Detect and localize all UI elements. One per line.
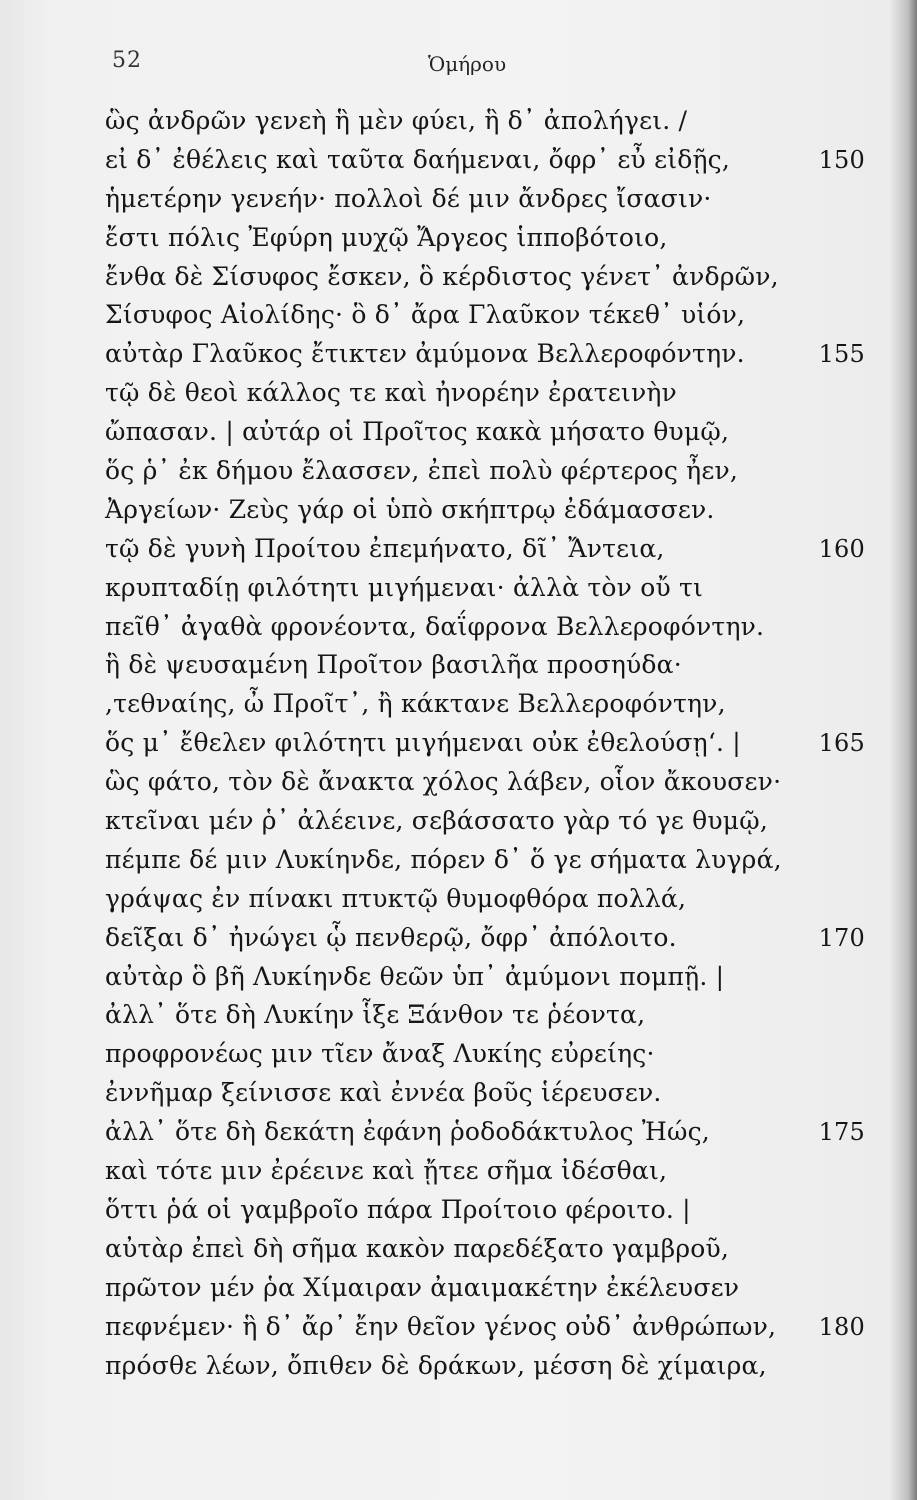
verse-text: ἣ δὲ ψευσαμένη Προῖτον βασιλῆα προσηύδα· <box>105 650 682 680</box>
verse-line <box>105 413 865 452</box>
verse-text: αὐτὰρ ὃ βῆ Λυκίηνδε θεῶν ὑπ᾽ ἀμύμονι πομπῇ. | <box>105 961 725 991</box>
verse-line <box>105 258 865 297</box>
verse-line <box>105 530 865 569</box>
verse-line <box>105 763 865 802</box>
running-head: Ὁμήρου <box>428 52 507 76</box>
verse-line <box>105 996 865 1035</box>
verse-line <box>105 841 865 880</box>
verse-text: ἔνθα δὲ Σίσυφος ἔσκεν, ὃ κέρδιστος γένετ᾽ ἀνδρῶν, <box>105 261 779 291</box>
line-number: 165 <box>818 729 865 758</box>
verse-text: πρόσθε λέων, ὄπιθεν δὲ δράκων, μέσση δὲ χίμαιρα, <box>105 1350 767 1380</box>
verse-line <box>105 1347 865 1386</box>
verse-line <box>105 141 865 180</box>
verse-text: ὣς ἀνδρῶν γενεὴ ἣ μὲν φύει, ἣ δ᾽ ἀπολήγει. / <box>105 106 688 135</box>
verse-text: κρυπταδίῃ φιλότητι μιγήμεναι· ἀλλὰ τὸν οὔ τι <box>105 572 704 602</box>
verse-line <box>105 685 865 724</box>
verse-text: ἡμετέρην γενεήν· πολλοὶ δέ μιν ἄνδρες ἴσασιν· <box>105 183 712 213</box>
verse-block <box>105 102 865 1385</box>
verse-text: κτεῖναι μέν ῥ᾽ ἀλέεινε, σεβάσσατο γὰρ τό γε θυμῷ, <box>105 806 768 836</box>
verse-line <box>105 1113 865 1152</box>
verse-line <box>105 296 865 335</box>
verse-line <box>105 608 865 647</box>
verse-line <box>105 1269 865 1308</box>
verse-text: ἐννῆμαρ ξείνισσε καὶ ἐννέα βοῦς ἱέρευσεν. <box>105 1078 662 1108</box>
line-number: 180 <box>818 1312 865 1341</box>
verse-line <box>105 919 865 958</box>
verse-line <box>105 569 865 608</box>
verse-text: ὅς μ᾽ ἔθελεν φιλότητι μιγήμεναι οὐκ ἐθελούσῃ‘. | <box>105 728 741 758</box>
verse-text: τῷ δὲ γυνὴ Προίτου ἐπεμήνατο, δῖ᾽ Ἄντεια, <box>105 533 665 563</box>
verse-line <box>105 880 865 919</box>
verse-text: δεῖξαι δ᾽ ἠνώγει ᾧ πενθερῷ, ὄφρ᾽ ἀπόλοιτο. <box>105 922 677 952</box>
verse-line <box>105 102 865 141</box>
verse-text: τῷ δὲ θεοὶ κάλλος τε καὶ ἠνορέην ἐρατεινὴν <box>105 378 677 408</box>
verse-line <box>105 374 865 413</box>
verse-text: προφρονέως μιν τῖεν ἄναξ Λυκίης εὐρείης· <box>105 1039 655 1069</box>
line-number: 160 <box>818 534 865 563</box>
verse-line <box>105 452 865 491</box>
verse-text: ὤπασαν. | αὐτάρ οἱ Προῖτος κακὰ μήσατο θυμῷ, <box>105 417 730 447</box>
verse-text: πέμπε δέ μιν Λυκίηνδε, πόρεν δ᾽ ὅ γε σήματα λυγρά, <box>105 844 782 874</box>
page-header <box>0 40 917 80</box>
verse-text: αὐτὰρ ἐπεὶ δὴ σῆμα κακὸν παρεδέξατο γαμβροῦ, <box>105 1233 730 1263</box>
verse-line <box>105 1191 865 1230</box>
verse-text: καὶ τότε μιν ἐρέεινε καὶ ᾔτεε σῆμα ἰδέσθαι, <box>105 1156 668 1186</box>
verse-line <box>105 335 865 374</box>
verse-text: ἀλλ᾽ ὅτε δὴ δεκάτη ἐφάνη ῥοδοδάκτυλος Ἠώς, <box>105 1117 710 1147</box>
verse-line <box>105 1152 865 1191</box>
verse-line <box>105 1074 865 1113</box>
verse-text: ὣς φάτο, τὸν δὲ ἄνακτα χόλος λάβεν, οἷον ἄκουσεν· <box>105 767 782 797</box>
verse-text: αὐτὰρ Γλαῦκος ἔτικτεν ἀμύμονα Βελλεροφόντην. <box>105 339 745 369</box>
line-number: 170 <box>818 923 865 952</box>
verse-line <box>105 219 865 258</box>
line-number: 155 <box>818 340 865 369</box>
verse-line <box>105 1308 865 1347</box>
verse-line <box>105 1035 865 1074</box>
verse-text: ἀλλ᾽ ὅτε δὴ Λυκίην ἷξε Ξάνθον τε ῥέοντα, <box>105 1000 646 1030</box>
verse-text: ὅττι ῥά οἱ γαμβροῖο πάρα Προίτοιο φέροιτο. | <box>105 1194 691 1224</box>
verse-line <box>105 491 865 530</box>
verse-text: γράψας ἐν πίνακι πτυκτῷ θυμοφθόρα πολλά, <box>105 883 687 913</box>
verse-text: πρῶτον μέν ῥα Χίμαιραν ἀμαιμακέτην ἐκέλευσεν <box>105 1272 740 1302</box>
line-number: 175 <box>818 1118 865 1147</box>
verse-text: ,τεθναίης, ὦ Προῖτ᾽, ἢ κάκτανε Βελλεροφόντην, <box>105 689 726 719</box>
verse-text: πεῖθ᾽ ἀγαθὰ φρονέοντα, δαΐφρονα Βελλεροφόντην. <box>105 611 765 641</box>
verse-line <box>105 724 865 763</box>
verse-line <box>105 958 865 997</box>
verse-line <box>105 646 865 685</box>
verse-line <box>105 1230 865 1269</box>
verse-text: Ἀργείων· Ζεὺς γάρ οἱ ὑπὸ σκήπτρῳ ἐδάμασσεν. <box>105 494 715 524</box>
verse-line <box>105 180 865 219</box>
verse-text: ὅς ῥ᾽ ἐκ δήμου ἔλασσεν, ἐπεὶ πολὺ φέρτερος ἦεν, <box>105 456 739 486</box>
verse-text: ἔστι πόλις Ἐφύρη μυχῷ Ἄργεος ἱπποβότοιο, <box>105 222 668 252</box>
page-number: 52 <box>112 48 142 73</box>
verse-text: πεφνέμεν· ἣ δ᾽ ἄρ᾽ ἔην θεῖον γένος οὐδ᾽ ἀνθρώπων, <box>105 1311 777 1341</box>
verse-text: Σίσυφος Αἰολίδης· ὃ δ᾽ ἄρα Γλαῦκον τέκεθ᾽ υἱόν, <box>105 300 746 330</box>
verse-line <box>105 802 865 841</box>
verse-text: εἰ δ᾽ ἐθέλεις καὶ ταῦτα δαήμεναι, ὄφρ᾽ εὖ εἰδῇς, <box>105 144 731 174</box>
line-number: 150 <box>818 145 865 174</box>
